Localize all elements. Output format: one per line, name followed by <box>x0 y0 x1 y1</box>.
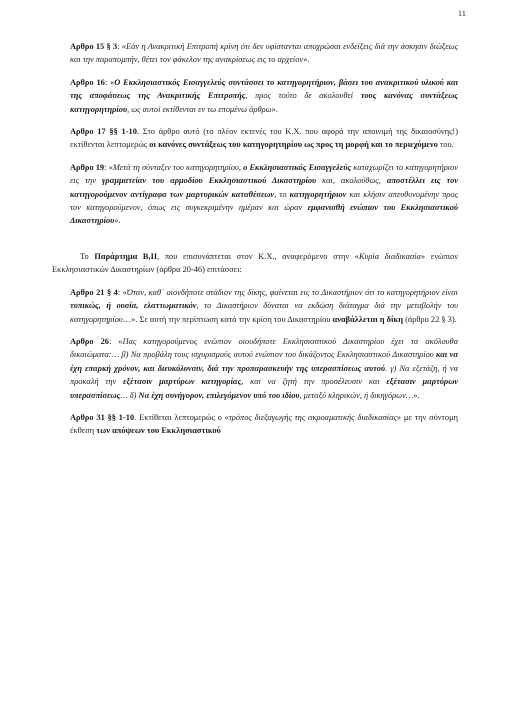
text-run: Αρθρο 21 § 4 <box>70 287 118 297</box>
paragraph-p15 <box>70 40 458 67</box>
text-run: , το Δικαστήριον δύναται να εκδώση διάταγμα διά την μεταβολήν του κατηγορητηρίου <box>70 301 458 324</box>
paragraph-p16 <box>70 76 458 116</box>
text-run: (άρθρο 22 § 3). <box>402 314 457 324</box>
paragraph-pB2 <box>52 250 458 277</box>
text-run: Αρθρο 31 §§ 1-10 <box>70 412 135 422</box>
text-run: ». <box>114 216 121 226</box>
text-run: καταχωρίζει το κατηγορητήριον εις την <box>70 162 458 186</box>
text-run: ». <box>303 55 310 65</box>
paragraph-gap <box>52 237 458 250</box>
text-run: αποστέλλει εις τον κατηγορούμενον αντίγραφα των μαρτυρικών καταθέσεων <box>70 176 458 199</box>
document-body <box>52 40 458 447</box>
text-run: Το <box>80 251 95 261</box>
text-run: οι κανόνες συντάξεως του κατηγορητηρίου ως προς τη μορφή και το περιεχόμενο <box>149 140 438 150</box>
text-run: » ενώπιον Εκκλησιαστικών Δικαστηρίων (άρθρα 20-46) επιτάσσει: <box>52 251 458 275</box>
text-run: , προς τούτο δε ακολουθεί <box>245 91 361 101</box>
text-run: , μεταξύ κληρικών, ή δικηγόρων… <box>299 390 414 400</box>
text-run: Να έχη συνήγορον, επιλεγόμενον υπό του ιδίου <box>138 390 300 400</box>
text-run: ο Εκκλησιαστικός Εισαγγελεύς <box>243 162 352 172</box>
text-run: : « <box>104 162 113 172</box>
text-run: . Εκτίθεται λεπτομερώς ο « <box>134 412 229 422</box>
text-run: και κλήσιν απευθυνομένην προς τον κατηγορούμενον, όπως εις συγκεκριμένην ημέραν και ώραν <box>70 189 458 213</box>
text-run: αναβάλλεται η δίκη <box>332 314 403 324</box>
text-run: του. <box>437 140 454 150</box>
text-run: Πας κατηγορούμενος ενώπιον οιουδήποτε Εκκλησιαστικού Δικαστηρίου έχει τα ακόλουθα δικαιώματα:… β) Να προβάλη τους ισχυρισμούς αυτού ενώπιον του δικάζοντος Εκκλησιαστικού Δικαστηρίου <box>70 336 459 360</box>
text-run: εξέτασιν μαρτύρων υπερασπίσεως <box>70 377 458 400</box>
paragraph-p31 <box>70 411 458 438</box>
text-run: Μετά τη σύνταξιν του κατηγορητηρίου, <box>112 162 244 172</box>
text-run: και να έχη επαρκή χρόνον, και διευκόλυνσιν, διά την προπαρασκευήν της υπερασπίσεως αυτού <box>70 350 458 373</box>
text-run: Αρθρο 26 <box>70 336 109 346</box>
text-run: Παράρτημα Β,ΙΙ <box>94 251 158 261</box>
text-run: Κυρία διαδικασία <box>358 251 421 261</box>
text-run: : « <box>104 77 115 87</box>
text-run: κατηγορητήριον <box>289 189 347 199</box>
text-run: : « <box>108 336 123 346</box>
text-run: εμφανισθή ενώπιον του Εκκλησιαστικού Δικαστηρίου <box>70 203 458 226</box>
text-run: τους κανόνας συντάξεως κατηγορητηρίου <box>70 91 458 114</box>
text-run: των απόψεων του Εκκλησιαστικού <box>96 426 221 436</box>
text-run: . Στο άρθρο αυτό (το πλέον εκτενές του Κ.Χ. που αφορά την αποινιμή της δικαιοσύνης!) εκτίθενται λεπτομερώς <box>70 127 458 150</box>
paragraph-p19 <box>70 161 458 228</box>
text-run: . γ) Να εξετάζη, ή να προκαλή την <box>70 363 458 387</box>
text-run: Αρθρο 16 <box>70 77 105 87</box>
text-run: , που επισυνάπτεται στον Κ.Χ., αναφερόμενο στην « <box>157 251 359 261</box>
paragraph-p26 <box>70 335 458 402</box>
text-run: : « <box>117 42 126 51</box>
text-run: Όταν, καθ᾿ οιονδήποτε στάδιον της δίκης, φαίνεται εις το Δικαστήριον ότι το κατηγορητήριον είναι <box>126 287 458 297</box>
text-run: Εάν η Ανακριτική Επιτροπή κρίνη ότι δεν υφίστανται αποχρώσαι ενδείξεις διά την άσκησιν διώξεως και την παραπομπήν, θέτει τον φάκελον της ανακρίσεως εις το αρχείον <box>70 42 458 65</box>
text-run: Αρθρο 19 <box>70 162 105 172</box>
text-run: και, ακολούθως, <box>316 176 387 186</box>
text-run: εξέτασιν μαρτύρων κατηγορίας <box>122 377 242 387</box>
paragraph-p21 <box>70 286 458 326</box>
text-run: Ο Εκκλησιαστικός Εισαγγελεύς συντάσσει το κατηγορητήριον, βάσει του ανακριτικού υλικού και της αποφάσεως της Ανακριτικής Επιτροπής <box>70 77 459 101</box>
text-run: : « <box>117 287 127 297</box>
paragraph-p17 <box>70 125 458 152</box>
text-run: Αρθρο 17 §§ 1-10 <box>70 127 137 137</box>
text-run: ». <box>271 104 278 114</box>
text-run: , ως αυτοί εκτίθενται εν τω επομένω άρθρω <box>127 104 272 114</box>
text-run: τρόπος διεξαγωγής της ακροαματικής διαδικασίας <box>228 412 397 422</box>
text-run: , και να ζητή την προσέλευσιν και <box>241 377 387 387</box>
text-run: » με την σύντομη έκθεση <box>70 412 458 436</box>
page-number: 11 <box>457 8 466 18</box>
text-run: ». <box>413 390 420 400</box>
text-run: τυπικώς, ή ουσία, ελαττωματικόν <box>70 301 197 311</box>
text-run: Αρθρο 15 § 3 <box>70 42 118 51</box>
text-run: γραμματείαν του αρμοδίου Εκκλησιαστικού Δικαστηρίου <box>101 176 317 186</box>
text-run: … δ) <box>120 390 139 400</box>
text-run: , το <box>274 189 290 199</box>
text-run: …». Σε αυτή την περίπτωση κατά την κρίση του Δικαστηρίου <box>122 314 333 324</box>
